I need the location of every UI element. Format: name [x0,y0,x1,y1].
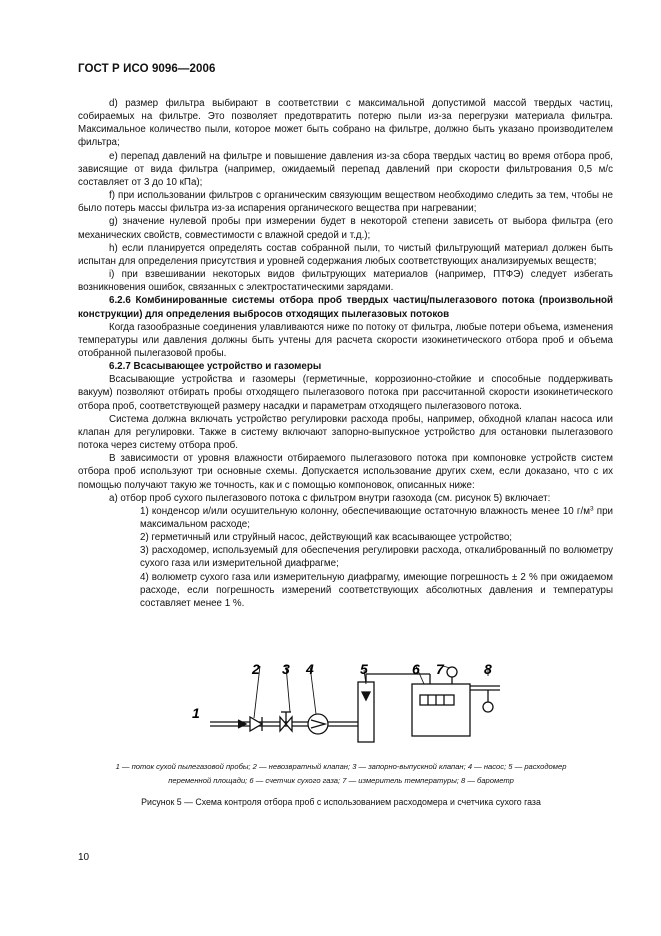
legend-line-1: 1 — поток сухой пылегазовой пробы; 2 — невозвратный клапан; 3 — запорно-выпускной клапан; 4 — насос; 5 — расходомер [115,762,567,771]
gas-meter-display [420,695,454,705]
flowmeter-icon [358,682,374,742]
paragraph: h) если планируется определять состав собранной пыли, то чистый фильтрующий материал должен быть испытан для определения присутствия и уровней содержания любых соответствующих анализируемых веществ; [78,242,613,267]
sub-item-4: 4) волюметр сухого газа или измерительную диафрагму, имеющие погрешность ± 2 % при ожидаемом расходе, если погрешность измерений соответствующих абсолютных давления и температуры составляет менее 1 %. [140,571,613,609]
label-6: 6 [412,662,420,677]
figure-legend [60,760,622,787]
flow-arrow-icon [238,720,246,728]
document-header: ГОСТ Р ИСО 9096—2006 [78,63,216,75]
paragraph: g) значение нулевой пробы при измерении будет в некоторой степени зависеть от выбора фильтра (его механических свойств, совместимости с влажной средой и т.д.); [78,216,613,241]
barometer-icon [483,702,493,712]
section-heading: 6.2.7 Всасывающее устройство и газомеры [109,361,322,373]
sub-item-2: 2) герметичный или струйный насос, действующий как всасывающее устройство; [140,532,513,544]
label-8: 8 [484,662,492,677]
paragraph: d) размер фильтра выбирают в соответствии с максимальной допустимой массой твердых частиц, собираемых на фильтре. Это позволяет предотвратить потерю пыли из-за перегрузки материала фильтра. Максимальное количество пыли, которое может быть собрано на фильтре, должно быть указано производителем фильтра; [78,98,613,149]
superscript: 3 [589,505,594,513]
label-1: 1 [192,705,200,721]
paragraph: В зависимости от уровня влажности отбираемого пылегазового потока при компоновке устройств систем отбора проб используют три основные схемы. Допускается использование других схем, если доказано, что с их помощью получают такую же точность, как и с помощью компоновок, описанных ниже: [78,453,613,491]
paragraph: f) при использовании фильтров с органическим связующим веществом необходимо следить за тем, чтобы не было потерь массы фильтра из-за испарения органического вещества при нагревании; [78,190,613,215]
paragraph: Когда газообразные соединения улавливаются ниже по потоку от фильтра, любые потери объема, изменения температуры или давления должны быть учтены для расчета скорости изокинетического отбора проб и объема отобранной пылегазовой пробы. [78,321,613,359]
paragraph: a) отбор проб сухого пылегазового потока с фильтром внутри газохода (см. рисунок 5) включает: [109,492,551,504]
gas-meter-icon [412,684,470,736]
page-number: 10 [78,852,90,863]
sampling-scheme-diagram [190,662,510,754]
check-valve-icon [250,717,262,731]
paragraph: Система должна включать устройство регулировки расхода пробы, например, обходной клапан насоса или клапан для регулировки. Также в систему включают запорно-выпускное устройство для остановки пылегазового потока через систему отбора проб. [78,413,613,452]
label-4: 4 [306,662,314,677]
sub-item-3: 3) расходомер, используемый для обеспечения регулировки расхода, откалиброванный по волюметру сухого газа или измерительной диафрагме; [140,545,613,570]
legend-line-2: переменной площади; 6 — счетчик сухого газа; 7 — измеритель температуры; 8 — барометр [168,775,514,785]
sub-item-1-text-end: при максимальном расходе; [140,505,613,530]
paragraph: i) при взвешивании некоторых видов фильтрующих материалов (например, ПТФЭ) следует избегать возникновения ошибок, связанных с электростатическими зарядами. [78,269,613,294]
paragraph: Всасывающие устройства и газомеры (герметичные, коррозионно-стойкие и способные поддерживать вакуум) позволяют отбирать пробы отходящего пылегазового потока при рассчитанной скорости изокинетического отбора проб, соответствующей размеру насадки и параметрам отходящего пылегазового потока. [78,374,613,412]
body-text [78,97,613,610]
sub-item-1-text: 1) конденсор и/или осушительную колонну, обеспечивающие остаточную влажность менее 10 г/м [140,505,590,517]
sub-item-1 [78,505,613,531]
thermometer-icon [447,667,457,677]
figure-title: Рисунок 5 — Схема контроля отбора проб с использованием расходомера и счетчика сухого газа [141,797,541,807]
paragraph-list [78,97,613,505]
label-7: 7 [436,662,444,677]
label-5: 5 [360,662,368,677]
paragraph: e) перепад давлений на фильтре и повышение давления из-за сбора твердых частиц во время отбора проб, зависящие от вида фильтра (например, ожидаемый перепад давлений при скорости фильтрования 0,5 м/с составляет от 3 до 10 кПа); [78,150,613,188]
section-heading: 6.2.6 Комбинированные системы отбора проб твердых частиц/пылегазового потока (произвольной конструкции) для определения выбросов отходящих пылегазовых потоков [78,295,613,320]
label-2: 2 [252,662,260,677]
label-3: 3 [282,662,290,677]
